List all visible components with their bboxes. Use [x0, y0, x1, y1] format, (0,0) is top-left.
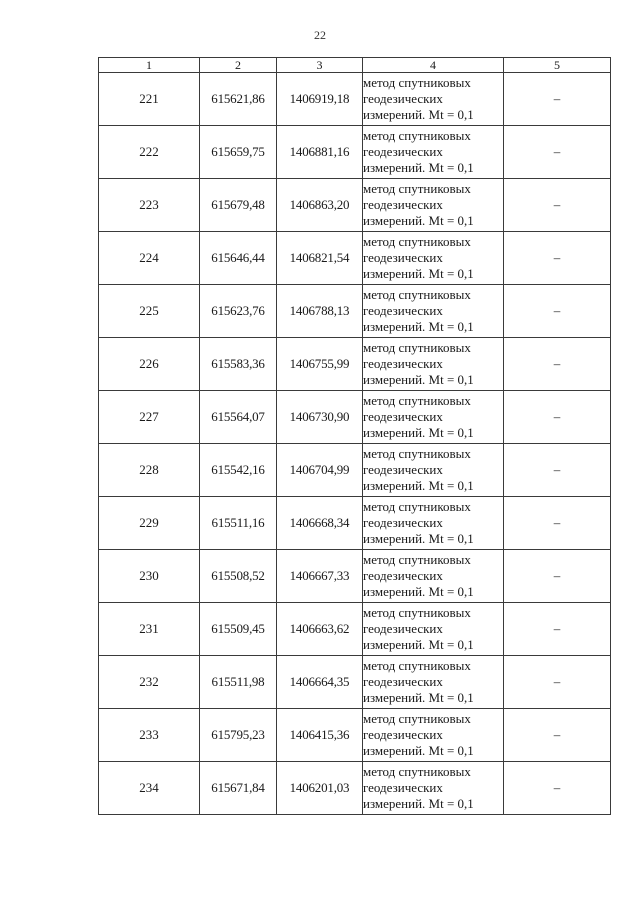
table-row [99, 709, 611, 762]
method-line: геодезических [363, 409, 443, 424]
y-coordinate-cell: 1406755,99 [277, 338, 363, 391]
method-line: геодезических [363, 144, 443, 159]
x-coordinate-cell: 615646,44 [200, 232, 277, 285]
y-coordinate-cell: 1406201,03 [277, 762, 363, 815]
method-line: метод спутниковых [363, 764, 471, 779]
method-line: метод спутниковых [363, 75, 471, 90]
note-cell: – [504, 444, 611, 497]
y-coordinate-cell: 1406668,34 [277, 497, 363, 550]
method-line: метод спутниковых [363, 393, 471, 408]
y-coordinate-cell: 1406664,35 [277, 656, 363, 709]
method-line: измерений. Mt = 0,1 [363, 690, 474, 705]
table-row [99, 232, 611, 285]
table-row [99, 444, 611, 497]
note-cell: – [504, 656, 611, 709]
point-number-cell: 232 [99, 656, 200, 709]
x-coordinate-cell: 615679,48 [200, 179, 277, 232]
point-number-cell: 225 [99, 285, 200, 338]
method-line: метод спутниковых [363, 446, 471, 461]
method-cell [363, 656, 504, 709]
method-line: геодезических [363, 568, 443, 583]
method-line: геодезических [363, 727, 443, 742]
x-coordinate-cell: 615508,52 [200, 550, 277, 603]
table-body [99, 73, 611, 815]
table-row [99, 338, 611, 391]
note-cell: – [504, 126, 611, 179]
x-coordinate-cell: 615621,86 [200, 73, 277, 126]
method-line: измерений. Mt = 0,1 [363, 372, 474, 387]
y-coordinate-cell: 1406667,33 [277, 550, 363, 603]
column-header: 4 [363, 58, 504, 73]
y-coordinate-cell: 1406788,13 [277, 285, 363, 338]
method-cell [363, 603, 504, 656]
point-number-cell: 228 [99, 444, 200, 497]
method-line: измерений. Mt = 0,1 [363, 425, 474, 440]
point-number-cell: 233 [99, 709, 200, 762]
method-line: измерений. Mt = 0,1 [363, 796, 474, 811]
note-cell: – [504, 709, 611, 762]
method-line: геодезических [363, 356, 443, 371]
table-row [99, 285, 611, 338]
note-cell: – [504, 497, 611, 550]
method-cell [363, 550, 504, 603]
table-row [99, 73, 611, 126]
coordinates-table [98, 57, 611, 815]
y-coordinate-cell: 1406730,90 [277, 391, 363, 444]
table-row [99, 656, 611, 709]
table-header-row [99, 58, 611, 73]
method-cell [363, 762, 504, 815]
note-cell: – [504, 550, 611, 603]
note-cell: – [504, 603, 611, 656]
point-number-cell: 223 [99, 179, 200, 232]
method-line: метод спутниковых [363, 128, 471, 143]
method-line: метод спутниковых [363, 340, 471, 355]
table-row [99, 179, 611, 232]
method-line: измерений. Mt = 0,1 [363, 160, 474, 175]
method-line: геодезических [363, 621, 443, 636]
y-coordinate-cell: 1406863,20 [277, 179, 363, 232]
note-cell: – [504, 232, 611, 285]
x-coordinate-cell: 615542,16 [200, 444, 277, 497]
method-line: метод спутниковых [363, 658, 471, 673]
method-line: измерений. Mt = 0,1 [363, 637, 474, 652]
y-coordinate-cell: 1406415,36 [277, 709, 363, 762]
method-line: измерений. Mt = 0,1 [363, 531, 474, 546]
method-cell [363, 232, 504, 285]
point-number-cell: 230 [99, 550, 200, 603]
table-row [99, 603, 611, 656]
method-line: измерений. Mt = 0,1 [363, 478, 474, 493]
method-cell [363, 338, 504, 391]
method-cell [363, 73, 504, 126]
y-coordinate-cell: 1406881,16 [277, 126, 363, 179]
method-line: метод спутниковых [363, 181, 471, 196]
method-line: измерений. Mt = 0,1 [363, 213, 474, 228]
page-number: 22 [314, 28, 326, 42]
method-line: измерений. Mt = 0,1 [363, 107, 474, 122]
y-coordinate-cell: 1406919,18 [277, 73, 363, 126]
x-coordinate-cell: 615511,16 [200, 497, 277, 550]
table-row [99, 550, 611, 603]
y-coordinate-cell: 1406821,54 [277, 232, 363, 285]
x-coordinate-cell: 615511,98 [200, 656, 277, 709]
method-line: метод спутниковых [363, 499, 471, 514]
method-line: геодезических [363, 674, 443, 689]
point-number-cell: 222 [99, 126, 200, 179]
column-header: 5 [504, 58, 611, 73]
x-coordinate-cell: 615564,07 [200, 391, 277, 444]
method-cell [363, 444, 504, 497]
table-row [99, 391, 611, 444]
method-cell [363, 497, 504, 550]
method-line: измерений. Mt = 0,1 [363, 266, 474, 281]
point-number-cell: 224 [99, 232, 200, 285]
method-cell [363, 285, 504, 338]
y-coordinate-cell: 1406704,99 [277, 444, 363, 497]
method-cell [363, 709, 504, 762]
y-coordinate-cell: 1406663,62 [277, 603, 363, 656]
method-line: геодезических [363, 780, 443, 795]
point-number-cell: 231 [99, 603, 200, 656]
column-header: 2 [200, 58, 277, 73]
method-line: геодезических [363, 462, 443, 477]
x-coordinate-cell: 615509,45 [200, 603, 277, 656]
point-number-cell: 234 [99, 762, 200, 815]
column-header: 3 [277, 58, 363, 73]
method-cell [363, 391, 504, 444]
column-header: 1 [99, 58, 200, 73]
method-line: метод спутниковых [363, 605, 471, 620]
method-line: метод спутниковых [363, 234, 471, 249]
x-coordinate-cell: 615671,84 [200, 762, 277, 815]
note-cell: – [504, 762, 611, 815]
method-line: измерений. Mt = 0,1 [363, 743, 474, 758]
note-cell: – [504, 391, 611, 444]
method-line: геодезических [363, 303, 443, 318]
table-row [99, 497, 611, 550]
x-coordinate-cell: 615795,23 [200, 709, 277, 762]
note-cell: – [504, 73, 611, 126]
point-number-cell: 226 [99, 338, 200, 391]
table-row [99, 762, 611, 815]
x-coordinate-cell: 615623,76 [200, 285, 277, 338]
method-cell [363, 179, 504, 232]
note-cell: – [504, 179, 611, 232]
method-line: геодезических [363, 197, 443, 212]
table-row [99, 126, 611, 179]
method-line: метод спутниковых [363, 287, 471, 302]
method-line: измерений. Mt = 0,1 [363, 319, 474, 334]
x-coordinate-cell: 615583,36 [200, 338, 277, 391]
method-line: метод спутниковых [363, 711, 471, 726]
point-number-cell: 221 [99, 73, 200, 126]
point-number-cell: 227 [99, 391, 200, 444]
method-line: геодезических [363, 250, 443, 265]
note-cell: – [504, 338, 611, 391]
method-line: геодезических [363, 91, 443, 106]
point-number-cell: 229 [99, 497, 200, 550]
method-line: геодезических [363, 515, 443, 530]
note-cell: – [504, 285, 611, 338]
method-line: метод спутниковых [363, 552, 471, 567]
method-cell [363, 126, 504, 179]
method-line: измерений. Mt = 0,1 [363, 584, 474, 599]
x-coordinate-cell: 615659,75 [200, 126, 277, 179]
